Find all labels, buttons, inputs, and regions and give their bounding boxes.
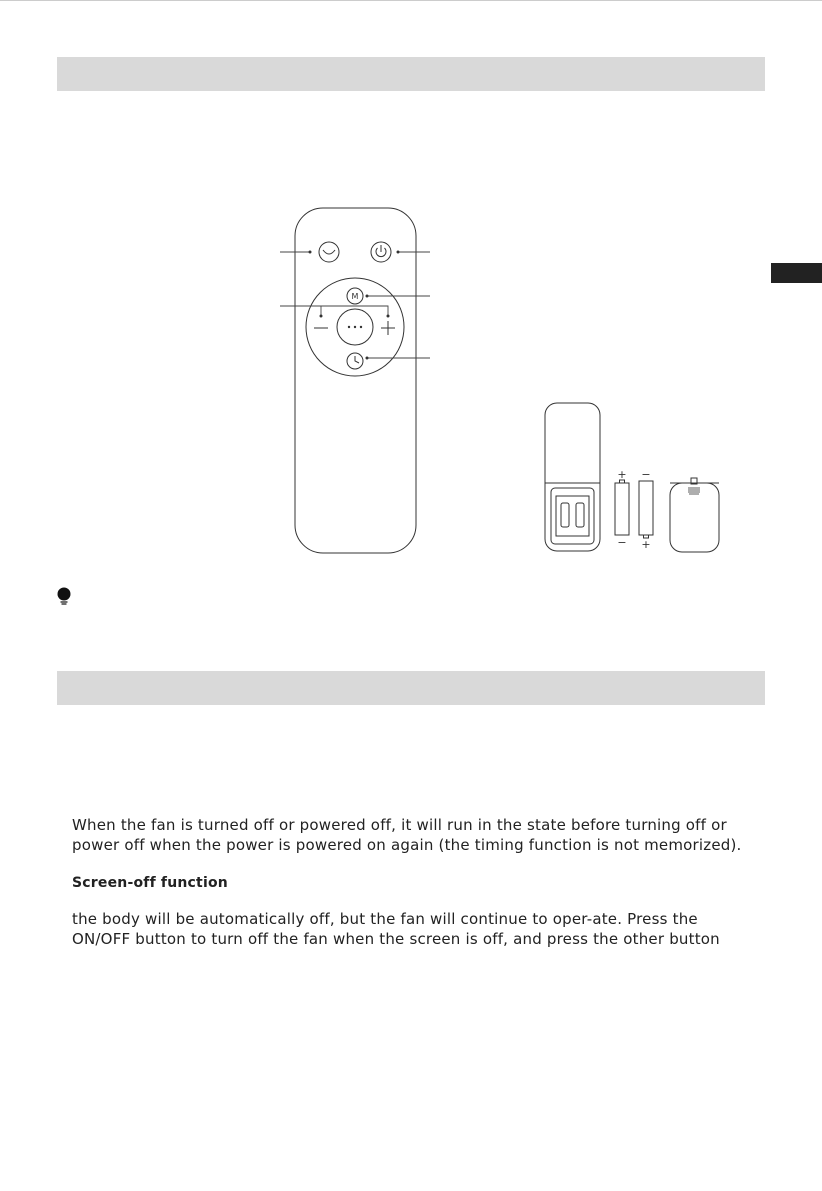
center-button-dots bbox=[348, 326, 362, 328]
callout-lines bbox=[280, 252, 430, 358]
section-header-bar-memory bbox=[57, 671, 765, 705]
battery-left bbox=[615, 483, 629, 535]
svg-text:−: − bbox=[617, 536, 627, 549]
lightbulb-icon bbox=[56, 587, 72, 607]
battery-cover bbox=[670, 483, 719, 552]
plus-button-icon bbox=[381, 321, 395, 335]
svg-text:+: + bbox=[641, 538, 651, 551]
memory-paragraph-line-1: When the fan is turned off or powered off, it will run in the state before turning off or bbox=[72, 816, 727, 834]
remote-back-open bbox=[545, 403, 600, 551]
battery-right bbox=[639, 481, 653, 535]
remote-body bbox=[295, 208, 416, 553]
memory-paragraph-line-2: power off when the power is powered on again (the timing function is not memorized). bbox=[72, 836, 742, 854]
mode-icon: M bbox=[351, 292, 359, 301]
callout-dots bbox=[309, 251, 400, 360]
screen-off-paragraph-line-1: the body will be automatically off, but the fan will continue to oper-ate. Press the bbox=[72, 910, 698, 928]
screen-off-paragraph-line-2: ON/OFF button to turn off the fan when the screen is off, and press the other button bbox=[72, 930, 720, 948]
oscillation-button bbox=[319, 242, 339, 262]
svg-text:+: + bbox=[617, 468, 627, 481]
power-icon bbox=[376, 245, 386, 257]
battery-polarity-labels bbox=[617, 468, 650, 551]
timer-icon bbox=[355, 356, 359, 363]
screen-off-heading: Screen-off function bbox=[72, 875, 228, 891]
oscillation-icon bbox=[323, 250, 335, 254]
svg-text:−: − bbox=[641, 468, 651, 481]
